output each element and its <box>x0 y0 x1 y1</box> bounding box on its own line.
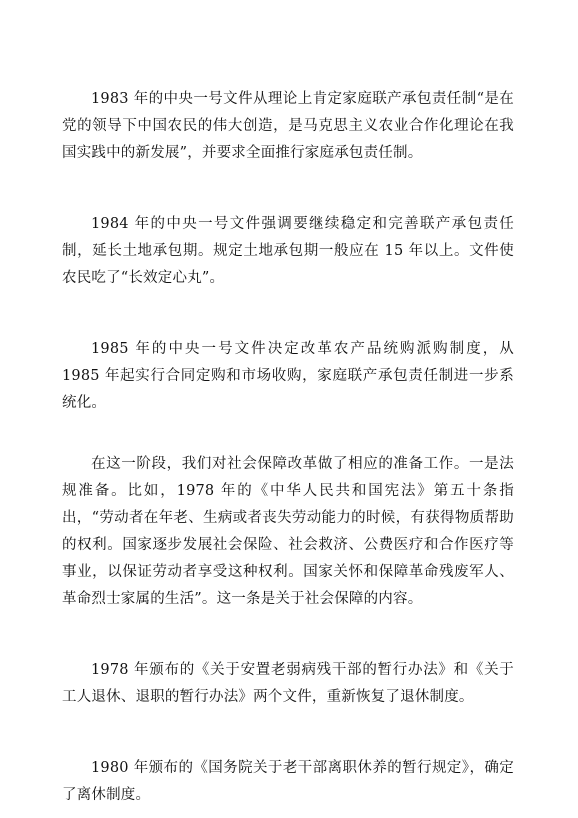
paragraph-1978-retirement: 1978 年颁布的《关于安置老弱病残干部的暂行办法》和《关于工人退休、退职的暂行办法》两个文件，重新恢复了退休制度。 <box>62 662 514 705</box>
paragraph-1983-policy: 1983 年的中央一号文件从理论上肯定家庭联产承包责任制“是在党的领导下中国农民的伟大创造，是马克思主义农业合作化理论在我国实践中的新发展”，并要求全面推行家庭承包责任制。 <box>62 91 514 161</box>
paragraph-social-security: 在这一阶段，我们对社会保障改革做了相应的准备工作。一是法规准备。比如，1978 年的《中华人民共和国宪法》第五十条指出，“劳动者在年老、生病或者丧失劳动能力的时候，有获得物质帮助的权利。国家逐步发展社会保险、社会救济、公费医疗和合作医疗等事业，以保证劳动者享受这种权利。国家关怀和保障革命残废军人、革命烈士家属的生活”。这一条是关于社会保障的内容。 <box>62 456 514 607</box>
paragraph-1985-policy: 1985 年的中央一号文件决定改革农产品统购派购制度，从 1985 年起实行合同定购和市场收购，家庭联产承包责任制进一步系统化。 <box>62 341 514 411</box>
paragraph-1984-policy: 1984 年的中央一号文件强调要继续稳定和完善联产承包责任制，延长土地承包期。规定土地承包期一般应在 15 年以上。文件使农民吃了“长效定心丸”。 <box>62 216 514 286</box>
document-page <box>62 86 514 809</box>
paragraph-1980-retirement: 1980 年颁布的《国务院关于老干部离职休养的暂行规定》，确定了离休制度。 <box>62 760 514 803</box>
